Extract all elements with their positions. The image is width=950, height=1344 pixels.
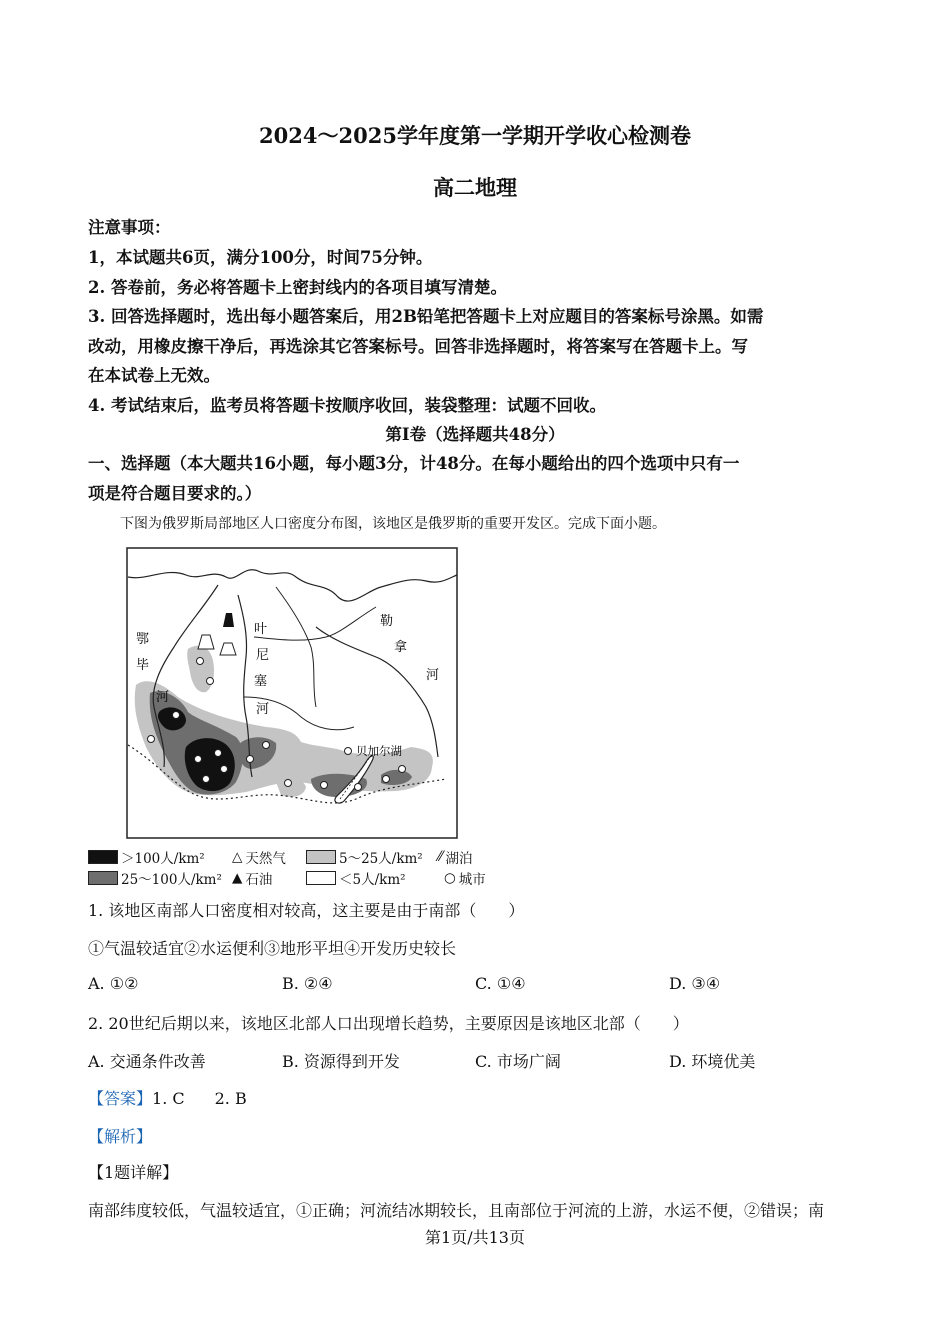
map-legend bbox=[88, 845, 508, 887]
city-icon bbox=[173, 712, 180, 719]
legend-city: ○ 城市 bbox=[444, 870, 486, 888]
q1-option-c: C. ①④ bbox=[475, 974, 526, 993]
city-icon bbox=[247, 756, 254, 763]
part-heading-cont: 项是符合题目要求的。） bbox=[88, 484, 262, 503]
answer-q2: 2. B bbox=[214, 1089, 247, 1108]
yenisei-river-label: 河 bbox=[256, 702, 270, 717]
lena-river-label: 拿 bbox=[394, 640, 408, 655]
city-icon: ○ bbox=[444, 870, 456, 886]
city-icon bbox=[195, 756, 202, 763]
lena-river-label: 勒 bbox=[380, 614, 394, 629]
subject-title: 高二地理 bbox=[433, 175, 517, 200]
lena-river-label: 河 bbox=[426, 668, 440, 683]
legend-gas: △ 天然气 bbox=[232, 849, 286, 867]
notice-item: 1，本试题共6页，满分100分，时间75分钟。 bbox=[88, 248, 433, 267]
yenisei-river-label: 叶 bbox=[254, 622, 268, 637]
city-icon bbox=[321, 782, 328, 789]
population-density-map bbox=[126, 547, 458, 839]
notice-item: 2. 答卷前，务必将答题卡上密封线内的各项目填写清楚。 bbox=[88, 278, 507, 297]
min-density-swatch bbox=[306, 871, 336, 885]
city-icon bbox=[221, 766, 228, 773]
notice-item: 在本试卷上无效。 bbox=[88, 366, 220, 385]
q2-option-b: B. 资源得到开发 bbox=[282, 1052, 400, 1071]
yenisei-river-label: 尼 bbox=[256, 648, 270, 663]
city-icon bbox=[285, 780, 292, 787]
city-icon bbox=[383, 776, 390, 783]
exam-title: 2024～2025学年度第一学期开学收心检测卷 bbox=[259, 123, 691, 148]
legend-min: ＜5人/km² bbox=[306, 868, 406, 888]
answer-tag: 【答案】 bbox=[88, 1089, 153, 1108]
notice-item: 3. 回答选择题时，选出每小题答案后，用2B铅笔把答题卡上对应题目的答案标号涂黑。如需 bbox=[88, 307, 764, 326]
q1-option-b: B. ②④ bbox=[282, 974, 333, 993]
low-density-swatch bbox=[306, 850, 336, 864]
legend-mid: 25～100人/km² bbox=[88, 868, 222, 888]
answer-line bbox=[88, 1086, 247, 1109]
natural-gas-icon: △ bbox=[232, 849, 243, 865]
q2-option-d: D. 环境优美 bbox=[669, 1052, 756, 1071]
city-icon bbox=[197, 658, 204, 665]
q1-option-a: A. ①② bbox=[88, 974, 139, 993]
question-1-stem: 1. 该地区南部人口密度相对较高，这主要是由于南部（ ） bbox=[88, 901, 525, 920]
ob-river-label: 鄂 bbox=[136, 632, 150, 647]
notice-item: 改动，用橡皮擦干净后，再选涂其它答案标号。回答非选择题时，将答案写在答题卡上。写 bbox=[88, 337, 748, 356]
legend-lake: ⁄⁄ 湖泊 bbox=[438, 849, 473, 867]
baikal-label: 贝加尔湖 bbox=[356, 744, 402, 758]
city-icon bbox=[355, 784, 362, 791]
question-1-statements: ①气温较适宜②水运便利③地形平坦④开发历史较长 bbox=[88, 939, 457, 958]
answer-q1: 1. C bbox=[152, 1089, 185, 1108]
q2-option-c: C. 市场广阔 bbox=[475, 1052, 561, 1071]
city-icon bbox=[215, 750, 222, 757]
lake-icon: ⁄⁄ bbox=[438, 849, 443, 865]
yenisei-river-label: 塞 bbox=[254, 674, 268, 689]
legend-high: ＞100人/km² bbox=[88, 847, 205, 867]
notice-item: 4. 考试结束后，监考员将答题卡按顺序收回，装袋整理：试题不回收。 bbox=[88, 396, 606, 415]
page-number: 第1页/共13页 bbox=[425, 1228, 525, 1247]
legend-low: 5～25人/km² bbox=[306, 847, 423, 867]
detail-heading: 【1题详解】 bbox=[88, 1163, 179, 1182]
part-heading: 一、选择题（本大题共16小题，每小题3分，计48分。在每小题给出的四个选项中只有一 bbox=[88, 454, 740, 473]
oil-icon: ▲ bbox=[232, 870, 243, 886]
question-intro: 下图为俄罗斯局部地区人口密度分布图，该地区是俄罗斯的重要开发区。完成下面小题。 bbox=[120, 516, 666, 532]
city-icon bbox=[207, 678, 214, 685]
question-2-stem: 2. 20世纪后期以来，该地区北部人口出现增长趋势，主要原因是该地区北部（ ） bbox=[88, 1014, 689, 1033]
legend-oil: ▲ 石油 bbox=[232, 870, 273, 888]
city-icon bbox=[203, 776, 210, 783]
city-icon bbox=[399, 766, 406, 773]
city-icon bbox=[345, 748, 352, 755]
analysis-tag: 【解析】 bbox=[88, 1127, 153, 1146]
analysis-text: 南部纬度较低，气温较适宜，①正确；河流结冰期较长，且南部位于河流的上游，水运不便，②错误；南 bbox=[88, 1201, 825, 1220]
city-icon bbox=[148, 736, 155, 743]
ob-river-label: 河 bbox=[156, 690, 170, 705]
q2-option-a: A. 交通条件改善 bbox=[88, 1052, 206, 1071]
city-icon bbox=[263, 742, 270, 749]
volume-title: 第I卷（选择题共48分） bbox=[385, 425, 565, 444]
notice-heading: 注意事项： bbox=[88, 218, 171, 237]
ob-river-label: 毕 bbox=[136, 658, 150, 673]
q1-option-d: D. ③④ bbox=[669, 974, 721, 993]
mid-density-swatch bbox=[88, 871, 118, 885]
high-density-swatch bbox=[88, 850, 118, 864]
